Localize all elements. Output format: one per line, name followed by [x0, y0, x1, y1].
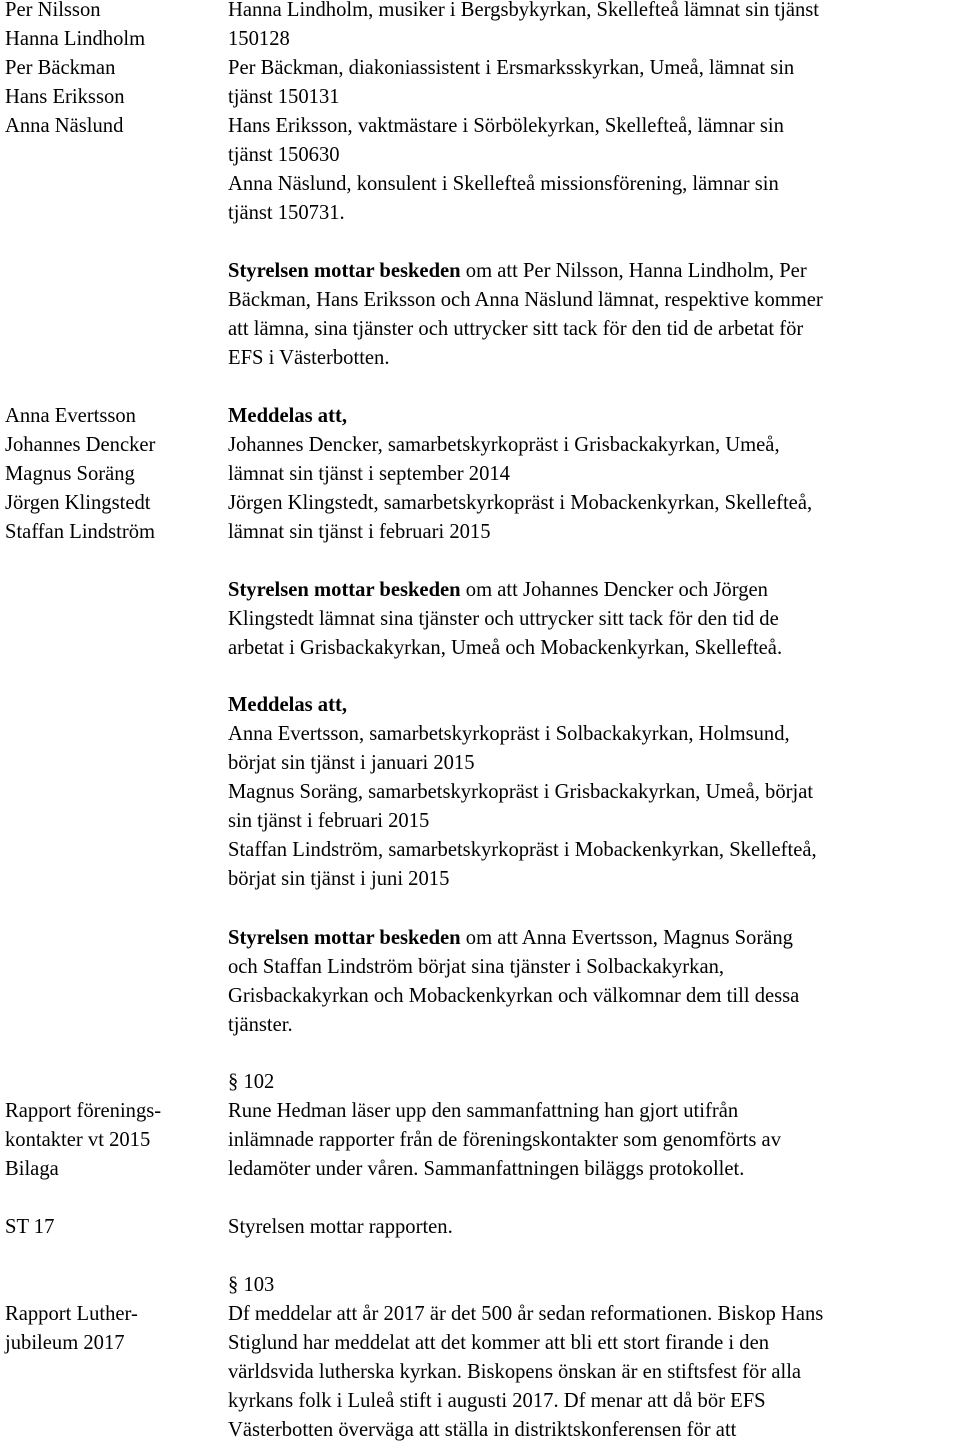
- resignation-line: Per Bäckman, diakoniassistent i Ersmarksskyrkan, Umeå, lämnat sin: [228, 57, 795, 79]
- body-line: inlämnade rapporter från de föreningskontakter som genomförts av: [228, 1129, 781, 1151]
- announcement-line: Magnus Soräng, samarbetskyrkopräst i Grisbackakyrkan, Umeå, börjat: [228, 781, 814, 803]
- section-title-line: kontakter vt 2015: [5, 1129, 151, 1151]
- name-item: Staffan Lindström: [5, 521, 156, 543]
- name-item: Hans Eriksson: [5, 86, 125, 108]
- body-line: ledamöter under våren. Sammanfattningen biläggs protokollet.: [228, 1158, 745, 1180]
- resignation-line: 150128: [228, 28, 290, 50]
- note-line: och Staffan Lindström börjat sina tjänster i Solbackakyrkan,: [228, 956, 725, 978]
- note-bold: Styrelsen mottar beskeden: [228, 260, 461, 282]
- name-item: Anna Näslund: [5, 115, 124, 137]
- decision-102: Styrelsen mottar rapporten.: [228, 1216, 453, 1238]
- resignation-line: Anna Näslund, konsulent i Skellefteå missionsförening, lämnar sin: [228, 173, 779, 195]
- note-line: arbetat i Grisbackakyrkan, Umeå och Mobackenkyrkan, Skellefteå.: [228, 637, 783, 659]
- resignation-line: tjänst 150731.: [228, 202, 345, 224]
- resignations-list: [228, 0, 956, 228]
- resignation-line: Hans Eriksson, vaktmästare i Sörbölekyrkan, Skellefteå, lämnar sin: [228, 115, 784, 137]
- section-number-102: § 102: [228, 1071, 275, 1093]
- section-body-103: [228, 1300, 956, 1445]
- board-note-2: [228, 576, 956, 663]
- note-line: att lämna, sina tjänster och uttrycker sitt tack för den tid de arbetat för: [228, 318, 804, 340]
- resignation-line: Hanna Lindholm, musiker i Bergsbykyrkan, Skellefteå lämnat sin tjänst: [228, 0, 820, 21]
- attachment-label: Bilaga: [5, 1158, 59, 1180]
- announcement-1: [228, 402, 956, 547]
- names-list-2: [5, 402, 220, 547]
- board-note-3: [228, 924, 956, 1040]
- note-line: Bäckman, Hans Eriksson och Anna Näslund lämnat, respektive kommer: [228, 289, 823, 311]
- section-title-line: jubileum 2017: [5, 1332, 125, 1354]
- announcement-line: börjat sin tjänst i juni 2015: [228, 868, 450, 890]
- body-line: Rune Hedman läser upp den sammanfattning han gjort utifrån: [228, 1100, 739, 1122]
- note-line: om att Per Nilsson, Hanna Lindholm, Per: [460, 260, 807, 282]
- announcement-line: Staffan Lindström, samarbetskyrkopräst i Mobackenkyrkan, Skellefteå,: [228, 839, 817, 861]
- announcement-line: lämnat sin tjänst i februari 2015: [228, 521, 491, 543]
- section-title-line: Rapport förenings-: [5, 1100, 162, 1122]
- name-item: Johannes Dencker: [5, 434, 156, 456]
- body-line: Västerbotten överväga att ställa in distriktskonferensen för att: [228, 1419, 737, 1441]
- note-line: Grisbackakyrkan och Mobackenkyrkan och välkomnar dem till dessa: [228, 985, 800, 1007]
- note-bold: Styrelsen mottar beskeden: [228, 579, 461, 601]
- announcement-line: Johannes Dencker, samarbetskyrkopräst i Grisbackakyrkan, Umeå,: [228, 434, 780, 456]
- announcement-line: sin tjänst i februari 2015: [228, 810, 430, 832]
- section-number-103: § 103: [228, 1274, 275, 1296]
- announcement-line: Anna Evertsson, samarbetskyrkopräst i Solbackakyrkan, Holmsund,: [228, 723, 790, 745]
- announcement-line: börjat sin tjänst i januari 2015: [228, 752, 475, 774]
- name-item: Jörgen Klingstedt: [5, 492, 151, 514]
- note-line: Klingstedt lämnat sina tjänster och uttrycker sitt tack för den tid de: [228, 608, 779, 630]
- resignation-line: tjänst 150630: [228, 144, 340, 166]
- section-title-102: [5, 1097, 220, 1184]
- note-line: tjänster.: [228, 1014, 293, 1036]
- board-note-1: [228, 257, 956, 373]
- body-line: kyrkans folk i Luleå stift i augusti 2017. Df menar att då bör EFS: [228, 1390, 766, 1412]
- names-list-1: [5, 0, 220, 141]
- announcement-heading: Meddelas att,: [228, 405, 347, 427]
- name-item: Per Nilsson: [5, 0, 101, 21]
- section-title-line: Rapport Luther-: [5, 1303, 138, 1325]
- name-item: Magnus Soräng: [5, 463, 135, 485]
- announcement-2: [228, 691, 956, 894]
- announcement-heading: Meddelas att,: [228, 694, 347, 716]
- body-line: världsvida lutherska kyrkan. Biskopens önskan är en stiftsfest för alla: [228, 1361, 802, 1383]
- note-line: om att Johannes Dencker och Jörgen: [460, 579, 768, 601]
- note-line: om att Anna Evertsson, Magnus Soräng: [460, 927, 793, 949]
- announcement-line: Jörgen Klingstedt, samarbetskyrkopräst i Mobackenkyrkan, Skellefteå,: [228, 492, 813, 514]
- name-item: Anna Evertsson: [5, 405, 136, 427]
- body-line: Df meddelar att år 2017 är det 500 år sedan reformationen. Biskop Hans: [228, 1303, 824, 1325]
- section-title-103: [5, 1300, 220, 1358]
- announcement-line: lämnat sin tjänst i september 2014: [228, 463, 510, 485]
- section-body-102: [228, 1097, 956, 1184]
- note-line: EFS i Västerbotten.: [228, 347, 390, 369]
- name-item: Per Bäckman: [5, 57, 116, 79]
- attachment-ref: ST 17: [5, 1216, 55, 1238]
- note-bold: Styrelsen mottar beskeden: [228, 927, 461, 949]
- resignation-line: tjänst 150131: [228, 86, 340, 108]
- body-line: Stiglund har meddelat att det kommer att bli ett stort firande i den: [228, 1332, 770, 1354]
- name-item: Hanna Lindholm: [5, 28, 146, 50]
